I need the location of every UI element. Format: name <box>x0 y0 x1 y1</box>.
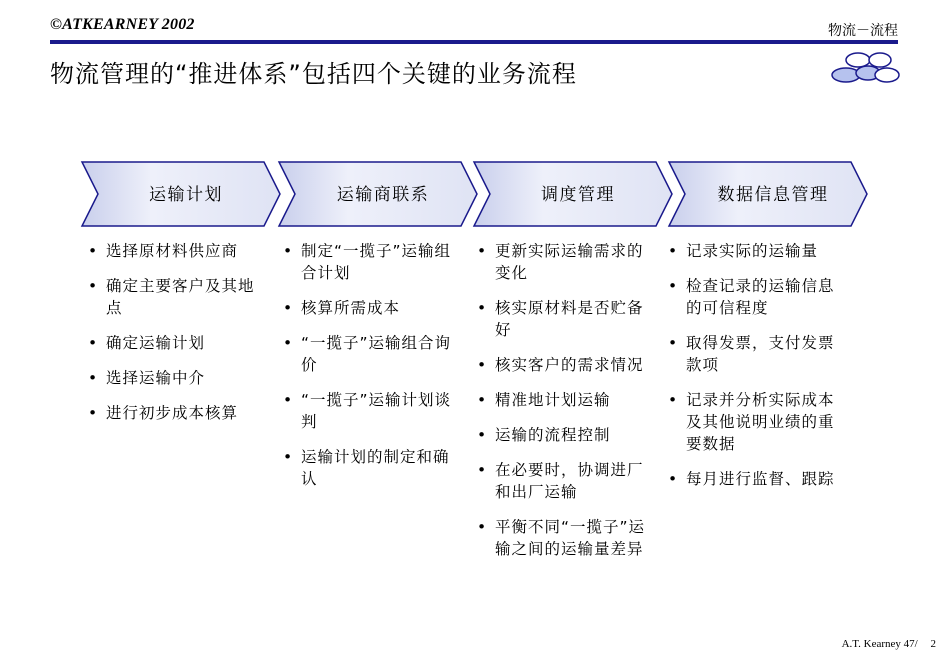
list-item: • 确定主要客户及其地点 <box>86 275 266 319</box>
section-label: 物流－流程 <box>828 23 898 39</box>
list-item: • 记录实际的运输量 <box>666 240 846 262</box>
logo-icon <box>830 50 902 86</box>
process-column-1 <box>86 240 266 437</box>
bullet-list <box>475 240 655 560</box>
copyright: ©ATKEARNEY 2002 <box>50 16 195 33</box>
footer <box>842 638 936 650</box>
list-item: • 在必要时，协调进厂和出厂运输 <box>475 459 655 503</box>
chevron-1 <box>82 162 280 226</box>
bullet-list <box>666 240 846 490</box>
list-item: • 取得发票，支付发票款项 <box>666 332 846 376</box>
list-item: • 制定“一揽子”运输组合计划 <box>281 240 461 284</box>
process-column-4 <box>666 240 846 503</box>
list-item: • 进行初步成本核算 <box>86 402 266 424</box>
process-label-4: 数据信息管理 <box>717 185 829 205</box>
process-chevrons <box>80 160 880 230</box>
list-item: • 平衡不同“一揽子”运输之间的运输量差异 <box>475 516 655 560</box>
list-item: • 检查记录的运输信息的可信程度 <box>666 275 846 319</box>
chevron-4 <box>669 162 867 226</box>
list-item: • 记录并分析实际成本及其他说明业绩的重要数据 <box>666 389 846 455</box>
process-label-2: 运输商联系 <box>336 185 430 205</box>
list-item: • 核实客户的需求情况 <box>475 354 655 376</box>
process-column-3 <box>475 240 655 573</box>
page-number: 2 <box>930 638 936 650</box>
process-label-3: 调度管理 <box>541 185 615 205</box>
list-item: • 确定运输计划 <box>86 332 266 354</box>
list-item: • 选择运输中介 <box>86 367 266 389</box>
list-item: • 更新实际运输需求的变化 <box>475 240 655 284</box>
chevron-2 <box>279 162 477 226</box>
list-item: • 核实原材料是否贮备好 <box>475 297 655 341</box>
process-label-1: 运输计划 <box>149 185 223 205</box>
list-item: • “一揽子”运输组合询价 <box>281 332 461 376</box>
footer-source: A.T. Kearney 47/ <box>841 638 918 650</box>
list-item: • “一揽子”运输计划谈判 <box>281 389 461 433</box>
list-item: • 精准地计划运输 <box>475 389 655 411</box>
list-item: • 运输的流程控制 <box>475 424 655 446</box>
list-item: • 选择原材料供应商 <box>86 240 266 262</box>
bullet-list <box>86 240 266 424</box>
list-item: • 运输计划的制定和确认 <box>281 446 461 490</box>
chevron-3 <box>474 162 672 226</box>
list-item: • 每月进行监督、跟踪 <box>666 468 846 490</box>
bullet-list <box>281 240 461 490</box>
page-title: 物流管理的“推进体系”包括四个关键的业务流程 <box>50 60 577 88</box>
list-item: • 核算所需成本 <box>281 297 461 319</box>
header-rule <box>50 40 898 44</box>
process-column-2 <box>281 240 461 503</box>
